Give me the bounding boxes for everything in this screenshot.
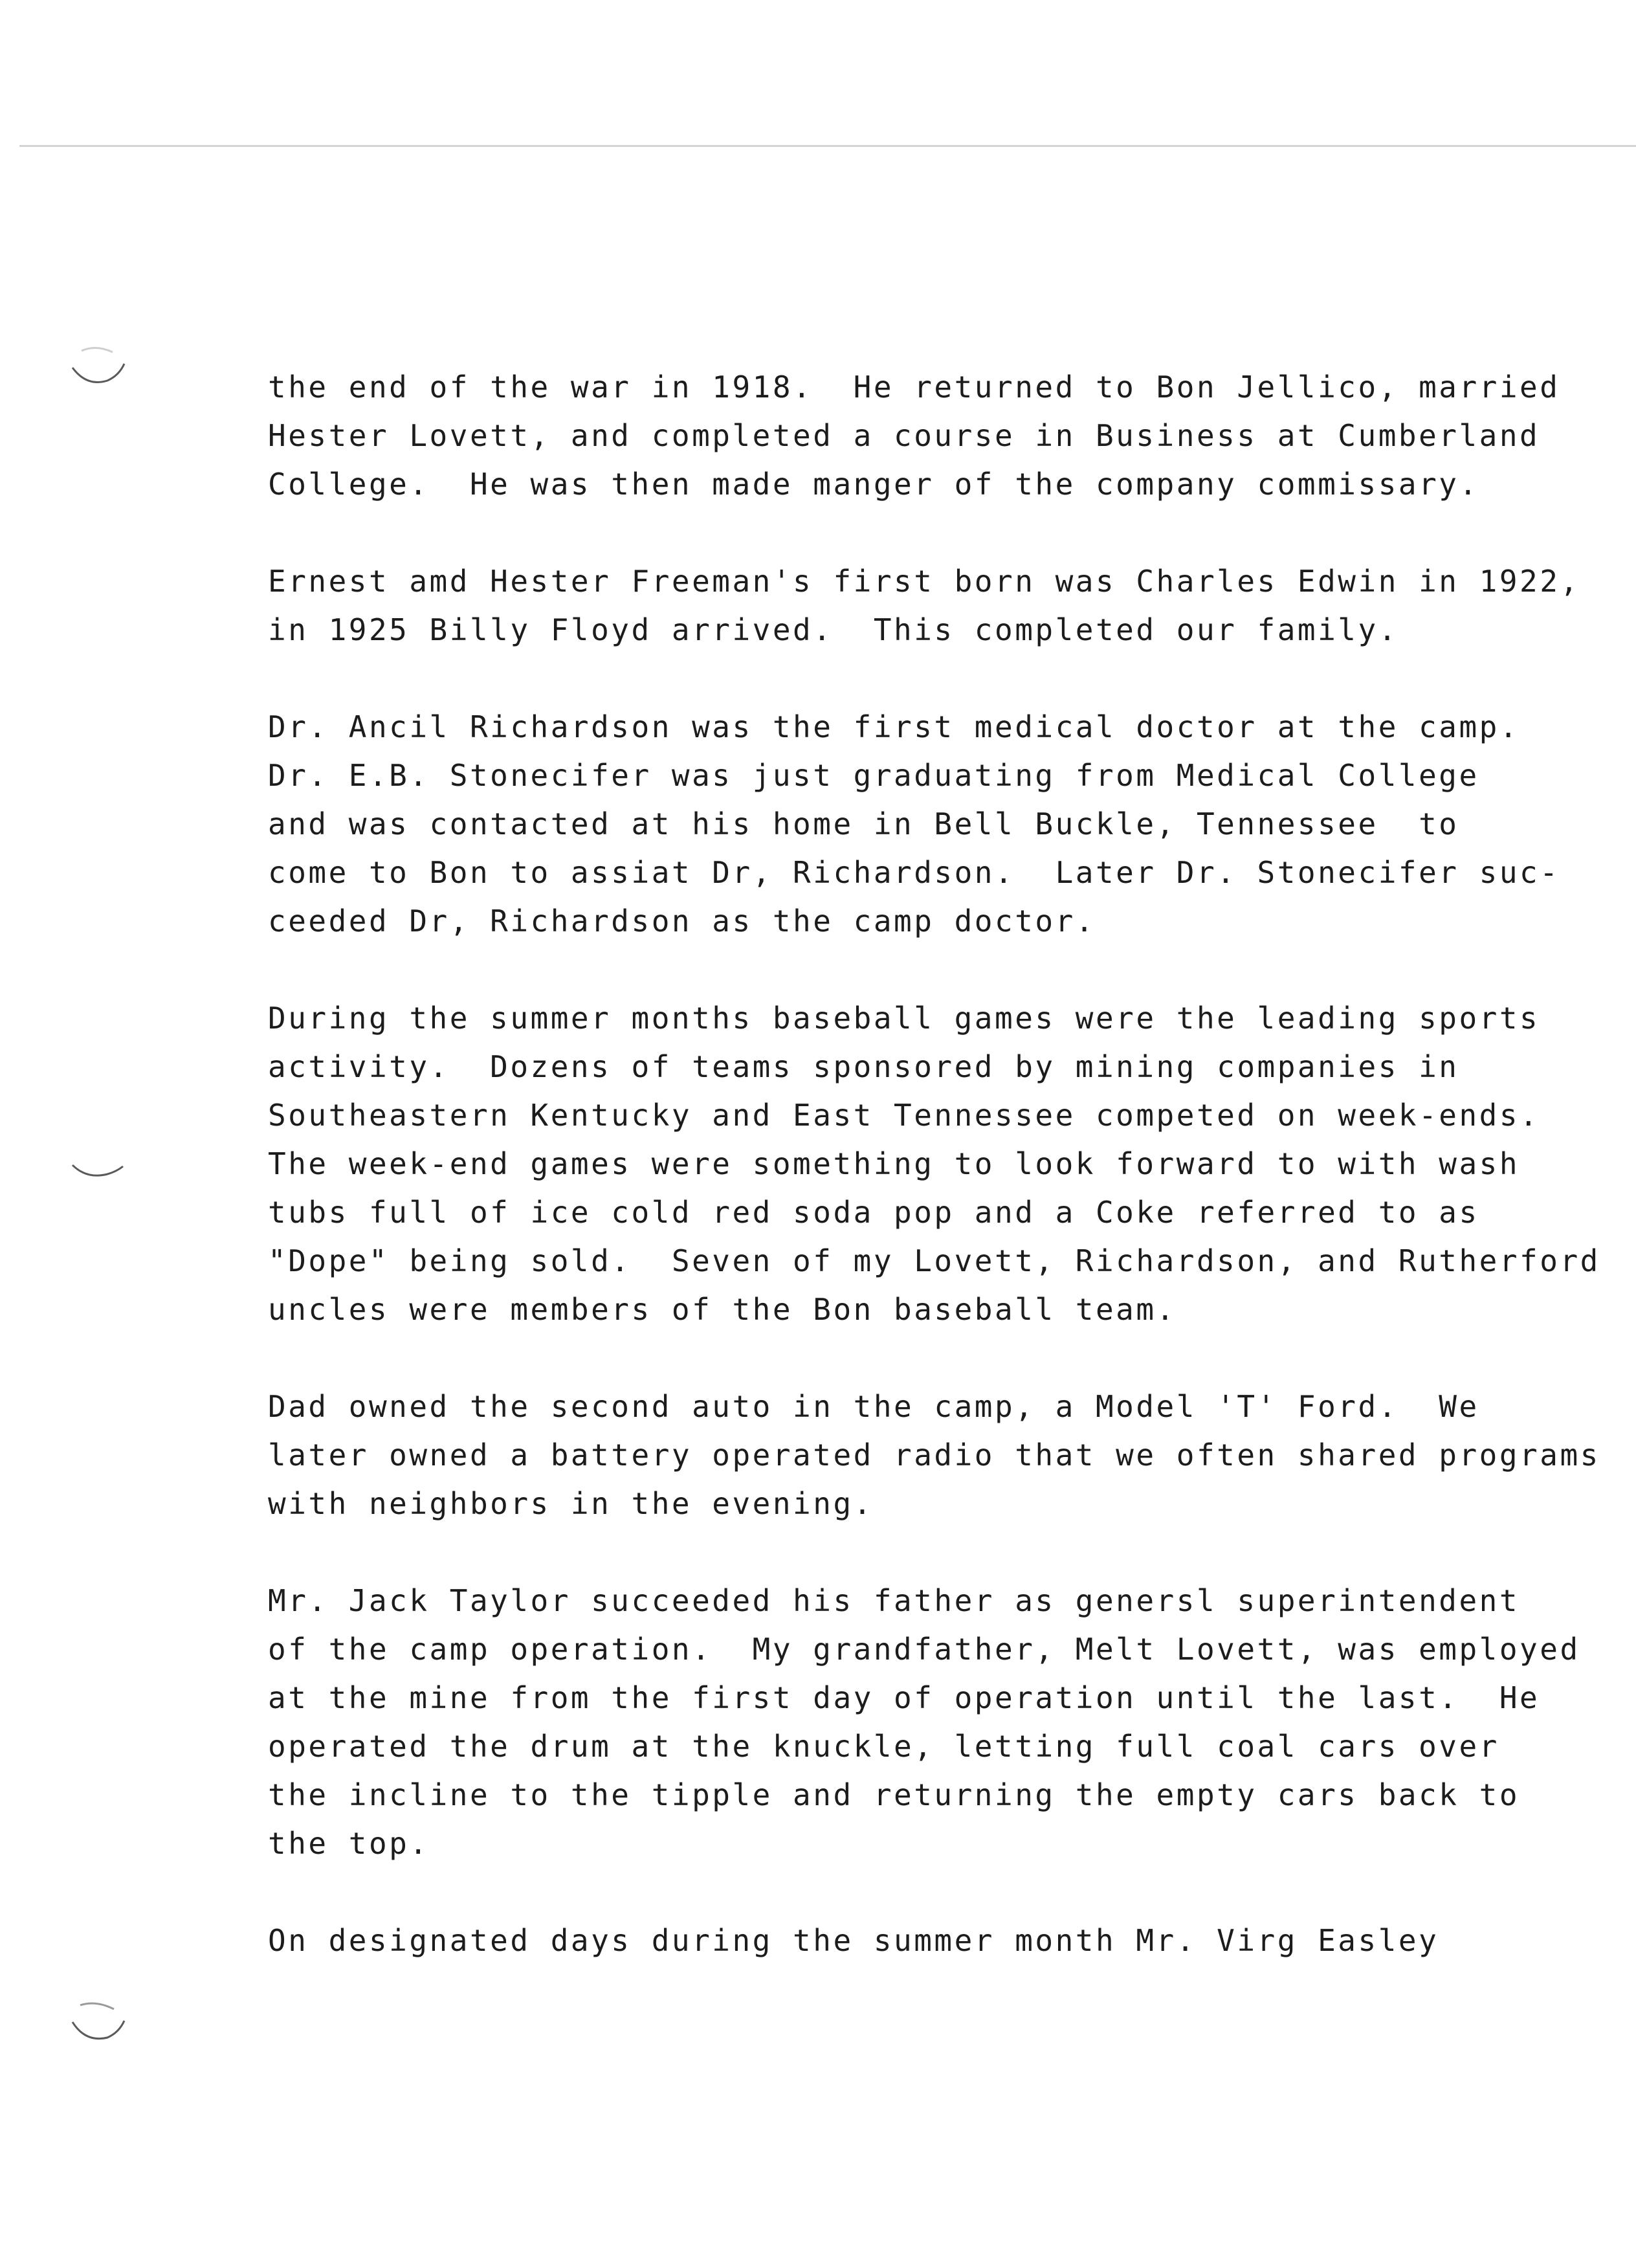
typed-page-body bbox=[268, 366, 1601, 1968]
text-line: Hester Lovett, and completed a course in Business at Cumberland bbox=[268, 418, 1540, 453]
paragraph-baseball bbox=[268, 997, 1601, 1337]
text-line: Mr. Jack Taylor succeeded his father as genersl superintendent bbox=[268, 1583, 1520, 1618]
paragraph-spacer bbox=[268, 1871, 1601, 1920]
text-line: come to Bon to assiat Dr, Richardson. Later Dr. Stonecifer suc- bbox=[268, 855, 1560, 890]
punch-hole-middle bbox=[67, 1152, 127, 1212]
text-line: On designated days during the summer month Mr. Virg Easley bbox=[268, 1923, 1439, 1958]
punch-hole-bottom bbox=[67, 1997, 127, 2057]
text-line: Dr. E.B. Stonecifer was just graduating from Medical College bbox=[268, 758, 1479, 793]
paragraph-auto-radio bbox=[268, 1386, 1601, 1531]
paragraph-designated-days bbox=[268, 1920, 1601, 1968]
paragraph-spacer bbox=[268, 1531, 1601, 1580]
paragraph-superintendent bbox=[268, 1580, 1601, 1871]
text-line: the end of the war in 1918. He returned to Bon Jellico, married bbox=[268, 370, 1560, 405]
paragraph-spacer bbox=[268, 658, 1601, 706]
text-line: in 1925 Billy Floyd arrived. This completed our family. bbox=[268, 612, 1398, 647]
text-line: and was contacted at his home in Bell Buckle, Tennessee to bbox=[268, 806, 1459, 841]
text-line: Ernest amd Hester Freeman's first born was Charles Edwin in 1922, bbox=[268, 564, 1580, 599]
text-line: later owned a battery operated radio that we often shared programs bbox=[268, 1438, 1600, 1473]
paragraph-spacer bbox=[268, 512, 1601, 561]
text-line: activity. Dozens of teams sponsored by mining companies in bbox=[268, 1049, 1459, 1084]
text-line: uncles were members of the Bon baseball team. bbox=[268, 1292, 1177, 1327]
text-line: During the summer months baseball games were the leading sports bbox=[268, 1001, 1540, 1036]
text-line: "Dope" being sold. Seven of my Lovett, Richardson, and Rutherford bbox=[268, 1243, 1600, 1278]
text-line: operated the drum at the knuckle, letting full coal cars over bbox=[268, 1729, 1499, 1764]
text-line: ceeded Dr, Richardson as the camp doctor. bbox=[268, 904, 1096, 939]
text-line: The week-end games were something to look forward to with wash bbox=[268, 1146, 1520, 1181]
text-line: Southeastern Kentucky and East Tennessee competed on week-ends. bbox=[268, 1098, 1540, 1133]
text-line: the incline to the tipple and returning the empty cars back to bbox=[268, 1777, 1520, 1812]
paragraph-family bbox=[268, 561, 1601, 658]
page-top-edge-line bbox=[19, 145, 1636, 147]
punch-hole-top bbox=[67, 342, 127, 401]
paragraph-spacer bbox=[268, 949, 1601, 997]
text-line: of the camp operation. My grandfather, Melt Lovett, was employed bbox=[268, 1632, 1580, 1667]
paragraph-spacer bbox=[268, 1337, 1601, 1386]
paragraph-war-return bbox=[268, 366, 1601, 512]
paragraph-camp-doctors bbox=[268, 706, 1601, 949]
text-line: the top. bbox=[268, 1826, 430, 1861]
text-line: at the mine from the first day of operation until the last. He bbox=[268, 1680, 1540, 1715]
text-line: College. He was then made manger of the company commissary. bbox=[268, 467, 1479, 502]
text-line: with neighbors in the evening. bbox=[268, 1486, 874, 1521]
text-line: Dad owned the second auto in the camp, a Model 'T' Ford. We bbox=[268, 1389, 1479, 1424]
text-line: tubs full of ice cold red soda pop and a Coke referred to as bbox=[268, 1195, 1479, 1230]
text-line: Dr. Ancil Richardson was the first medical doctor at the camp. bbox=[268, 709, 1520, 744]
